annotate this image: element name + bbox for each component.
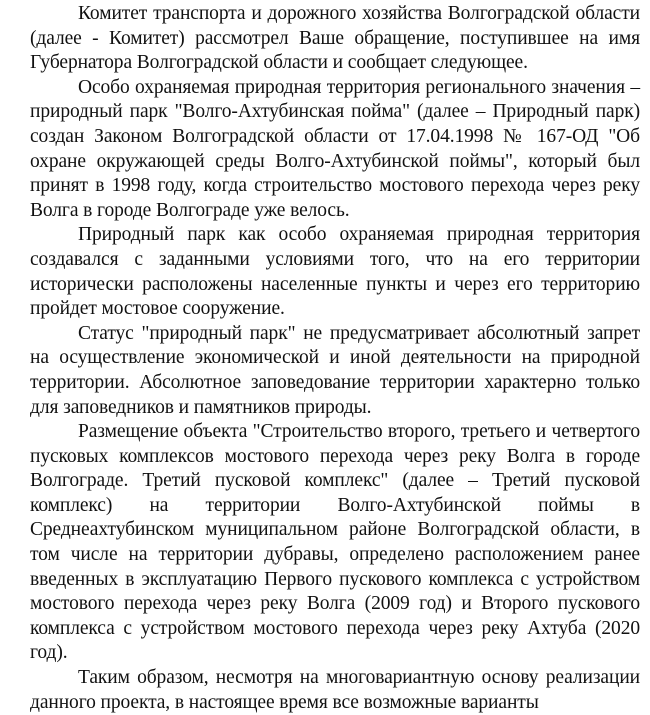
- document-page: [30, 2, 640, 715]
- paragraph-park-status: Статус "природный парк" не предусматривает абсолютный запрет на осуществление экономической и иной деятельности на природной территории. Абсолютное заповедование территории характерно только для заповедников и памятников природы.: [30, 322, 640, 418]
- paragraph-park-conditions: Природный парк как особо охраняемая природная территория создавался с заданными условиями того, что на его территории исторически расположены населенные пункты и через его территорию пройдет мостовое сооружение.: [30, 224, 640, 320]
- paragraph-conclusion: Таким образом, несмотря на многовариантную основу реализации данного проекта, в настоящее время все возможные варианты: [30, 667, 640, 713]
- paragraph-third-complex: Размещение объекта "Строительство второго, третьего и четвертого пусковых комплексов мостового перехода через реку Волга в городе Волгограде. Третий пусковой комплекс" (далее – Третий пусковой комплекс) на территории Волго-Ахтубинской поймы в Среднеахтубинском муниципальном районе Волгоградской области, в том числе на территории дубравы, определено расположением ранее введенных в эксплуатацию Первого пускового комплекса с устройством мостового перехода через реку Волга (2009 год) и Второго пускового комплекса с устройством мостового перехода через реку Ахтуба (2020 год).: [30, 421, 640, 664]
- paragraph-natural-park-law: Особо охраняемая природная территория регионального значения – природный парк "Волго-Ахтубинская пойма" (далее – Природный парк) создан Законом Волгоградской области от 17.04.1998 № 167-ОД "Об охране окружающей среды Волго-Ахтубинской поймы", который был принят в 1998 году, когда строительство мостового перехода через реку Волга в городе Волгограде уже велось.: [30, 76, 640, 221]
- paragraph-committee-intro: Комитет транспорта и дорожного хозяйства Волгоградской области (далее - Комитет) рассмотрел Ваше обращение, поступившее на имя Губернатора Волгоградской области и сообщает следующее.: [30, 3, 640, 74]
